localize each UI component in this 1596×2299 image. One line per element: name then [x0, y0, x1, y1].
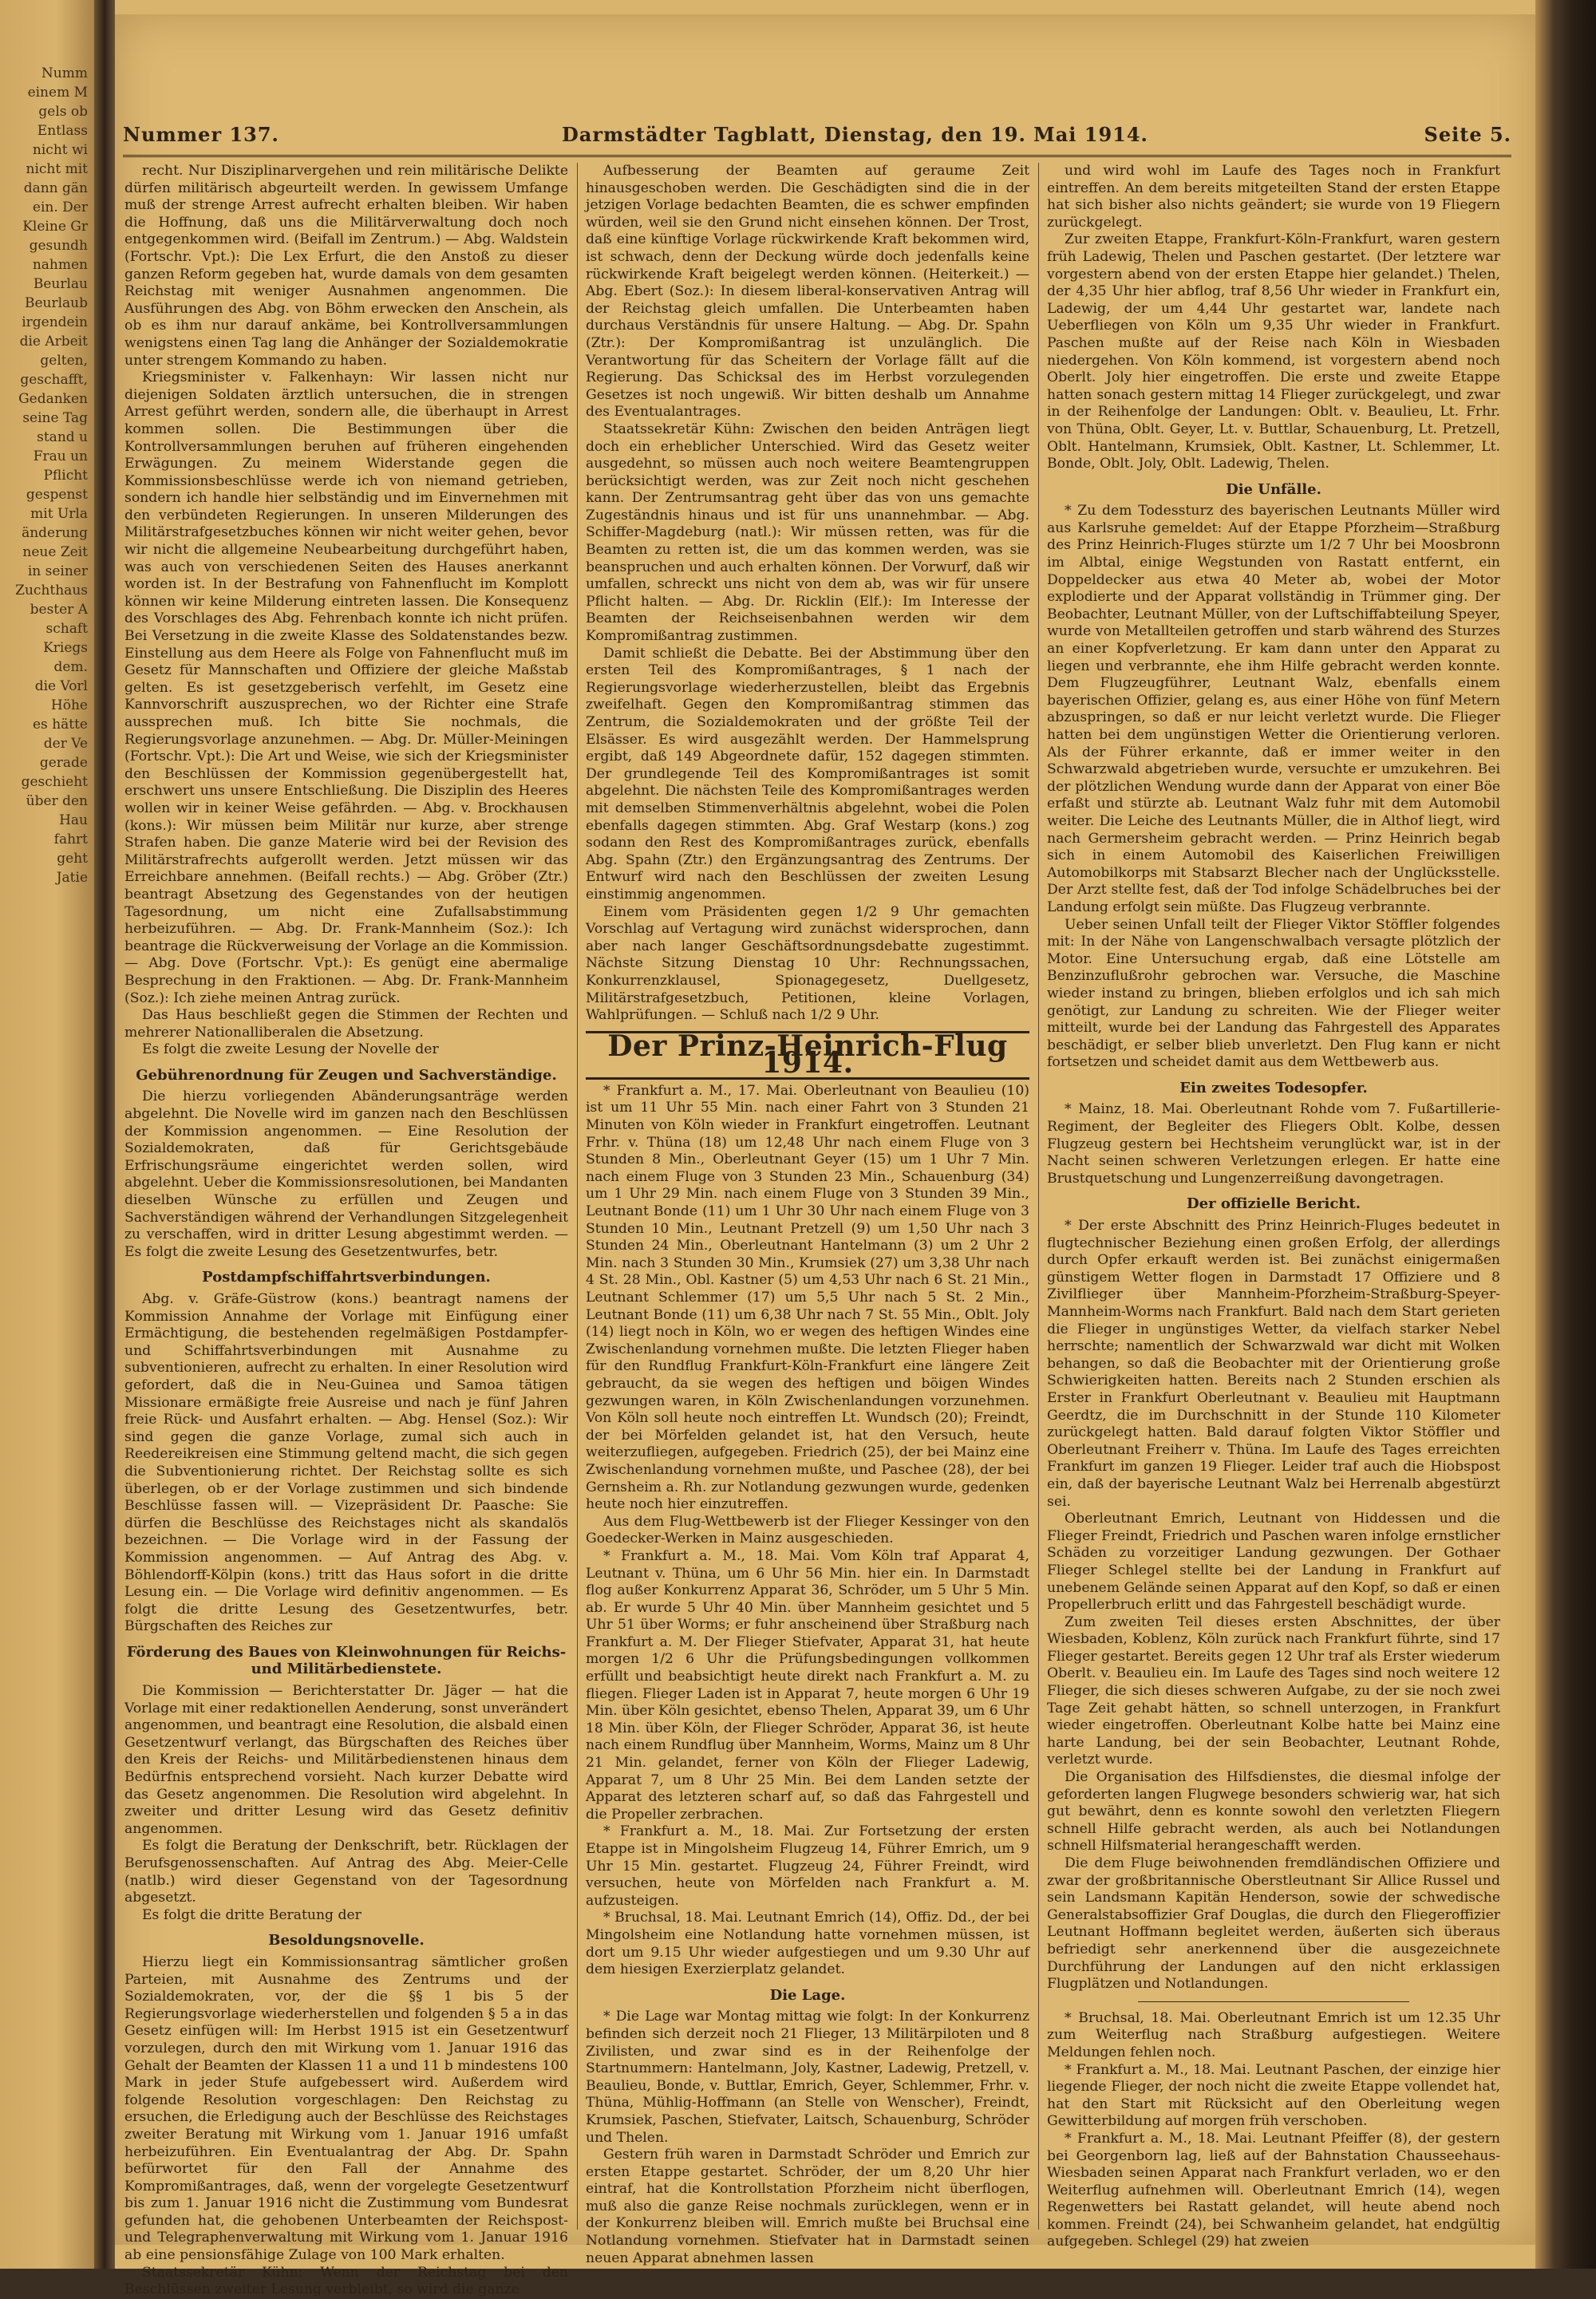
fragment-text: Hau — [59, 812, 88, 828]
section-heading: Besoldungsnovelle. — [268, 1932, 425, 1949]
fragment-text: nahmen — [32, 257, 88, 273]
fragment-text: gerade — [39, 755, 88, 771]
paragraph: * Mainz, 18. Mai. Oberleutnant Rohde vom 7. Fußartillerie-Regiment, der Begleiter des Fliegers Oblt. Kolbe, dessen Flugzeug gestern bei Hechtsheim verunglückt war, ist in der Nacht seinen schweren Verletzungen erlegen. Er hatte eine Brustquetschung und Lungenzerreißung davongetragen. — [1047, 1101, 1500, 1187]
column-3 — [1047, 163, 1500, 2250]
paragraph: * Frankfurt a. M., 18. Mai. Leutnant Pfeiffer (8), der gestern bei Georgenborn lag, ließ auf der Bahnstation Chausseehaus-Wiesbaden seinen Apparat nach Frankfurt verladen, wo er den Weiterflug aufnehmen will. Oberleutnant Emrich (14), wegen Regenwetters bei Rastatt gelandet, will heute abend noch kommen. Freindt (24), bei Schwanheim gelandet, hat endgültig aufgegeben. Schlegel (29) hat zweien — [1047, 2130, 1500, 2250]
paragraph: Kriegsminister v. Falkenhayn: Wir lassen nicht nur diejenigen Soldaten ärztlich untersuchen, die in strengen Arrest geführt werden, sondern alle, die überhaupt in Arrest kommen sollen. Die Bestimmungen über die Kontrollversammlungen beruhen auf früheren eingehenden Erwägungen. Zu meinem Widerstande gegen die Kommissionsbeschlüsse werde ich von niemand getrieben, sondern ich handle hier selbständig und im Einvernehmen mit den verbündeten Regierungen. In unseren Milderungen des Militärstrafgesetzbuches können wir nicht weiter gehen, bevor wir nicht die allgemeine Neubearbeitung durchgeführt haben, was auch von verschiedenen Seiten des Hauses anerkannt worden ist. In der Bestrafung von Fahnenflucht im Komplott können wir keine Milderung eintreten lassen. Die Konsequenz des Vorschlages des Abg. Fehrenbach konnte ich nicht prüfen. Bei Versetzung in die zweite Klasse des Soldatenstandes bezw. Einstellung aus dem Heere als Folge von Fahnenflucht muß im Gesetz für Mannschaften und Offiziere der gleiche Maßstab gelten. Es ist gesetzgeberisch verfehlt, im Gesetz eine Kannvorschrift auszusprechen, wo der Richter eine Strafe aussprechen muß. Ich bitte Sie nochmals, die Regierungsvorlage anzunehmen. — Abg. Dr. Müller-Meiningen (Fortschr. Vpt.): Die Art und Weise, wie sich der Kriegsminister den Beschlüssen der Kommission gegenübergestellt hat, erschwert uns unsere Entschließung. Die Disziplin des Heeres wollen wir in keiner Weise gefährden. — Abg. v. Brockhausen (kons.): Wir müssen beim Militär nur kurze, aber strenge Strafen haben. Die ganze Materie wird bei der Revision des Militärstrafrechts aufgerollt werden. Jetzt müssen wir das Erreichbare annehmen. (Beifall rechts.) — Abg. Gröber (Ztr.) beantragt Absetzung des Gegenstandes von der heutigen Tagesordnung, um nicht eine Zufallsabstimmung herbeizuführen. — Abg. Dr. Frank-Mannheim (Soz.): Ich beantrage die Rückverweisung der Vorlage an die Kommission. — Abg. Dove (Fortschr. Vpt.): Es genügt eine abermalige Besprechung in den Fraktionen. — Abg. Dr. Frank-Mannheim (Soz.): Ich ziehe meinen Antrag zurück. — [124, 369, 568, 1006]
fragment-text: gelten, — [40, 353, 88, 369]
fragment-text: die Arbeit — [19, 334, 88, 350]
column-rule — [577, 163, 578, 2230]
fragment-text: dann gän — [23, 180, 88, 196]
fragment-text: Gedanken — [18, 391, 88, 407]
fragment-text: schaft — [45, 621, 88, 637]
column-2 — [586, 163, 1029, 2266]
paragraph: * Frankfurt a. M., 18. Mai. Leutnant Paschen, der einzige hier liegende Flieger, der noch nicht die zweite Etappe vollendet hat, hat den Start mit Rücksicht auf den Oberleitung wegen Gewitterbildung auf morgen früh verschoben. — [1047, 2061, 1500, 2130]
fragment-text: Kriegs — [43, 640, 88, 656]
section-heading: Die Lage. — [769, 1986, 846, 2004]
paragraph: Die hierzu vorliegenden Abänderungsanträge werden abgelehnt. Die Novelle wird im ganzen nach den Beschlüssen der Kommission angenommen. — Eine Resolution der Sozialdemokraten, daß für Gerichtsgebäude Erfrischungsräume eingerichtet werden sollen, wird abgelehnt. Ueber die Kommissionsresolutionen, bei Mandanten dieselben Wünsche zu erfüllen und Zeugen und Sachverständigen während der Verhandlungen Sitzgelegenheit zu verschaffen, wird in dritter Lesung abgestimmt werden. — Es folgt die zweite Lesung des Gesetzentwurfes, betr. — [124, 1088, 568, 1260]
fragment-text: nicht wi — [32, 142, 88, 158]
fragment-text: Jatie — [56, 870, 88, 886]
paragraph: * Frankfurt a. M., 18. Mai. Vom Köln traf Apparat 4, Leutnant v. Thüna, um 6 Uhr 56 Min. hier ein. In Darmstadt flog außer Konkurrenz Apparat 36, Schröder, um 5 Uhr 5 Min. ab. Er wurde 5 Uhr 40 Min. über Mannheim gesichtet und 5 Uhr 51 über Worms; er fuhr anscheinend über Straßburg nach Frankfurt a. M. Der Flieger Stiefvater, Apparat 31, hat heute morgen 1/2 6 Uhr die Prüfungsbedingungen vollkommen erfüllt und beabsichtigt heute direkt nach Frankfurt a. M. zu fliegen. Flieger Laden ist in Apparat 7, heute morgen 6 Uhr 19 Min. über Köln gesichtet, ebenso Thelen, Apparat 39, um 6 Uhr 18 Min. über Köln, der Flieger Schröder, Apparat 36, ist heute nach einem Rundflug über Mannheim, Worms, Mainz um 8 Uhr 21 Min. gelandet, ferner von Köln der Flieger Ladewig, Apparat 7, um 8 Uhr 25 Min. Bei dem Landen setzte der Apparat des letzteren scharf auf, so daß das Fahrgestell und die Propeller zerbrachen. — [586, 1547, 1029, 1823]
fragment-text: geschafft, — [20, 372, 88, 388]
fragment-text: der Ve — [43, 736, 88, 752]
issue-number: Nummer 137. — [123, 123, 279, 146]
fragment-text: geht — [57, 851, 88, 867]
fragment-text: gesundh — [29, 238, 88, 254]
fragment-text: Höhe — [50, 697, 88, 713]
paragraph: * Bruchsal, 18. Mai. Oberleutnant Emrich ist um 12.35 Uhr zum Weiterflug nach Straßburg aufgestiegen. Weitere Meldungen fehlen noch. — [1047, 2009, 1500, 2060]
fragment-text: Entlass — [37, 123, 88, 139]
section-heading: Gebührenordnung für Zeugen und Sachverständige. — [136, 1066, 557, 1084]
paragraph: Es folgt die Beratung der Denkschrift, betr. Rücklagen der Berufsgenossenschaften. Auf Antrag des Abg. Meier-Celle (natlb.) wird dieser Gegenstand von der Tagesordnung abgesetzt. — [124, 1838, 568, 1906]
paragraph: * Bruchsal, 18. Mai. Leutnant Emrich (14), Offiz. Dd., der bei Mingolsheim eine Notlandung hatte vornehmen müssen, ist dort um 9.15 Uhr wieder aufgestiegen und um 9.30 Uhr auf dem hiesigen Exerzierplatz gelandet. — [586, 1910, 1029, 1978]
fragment-text: über den — [26, 793, 88, 809]
fragment-text: die Vorl — [34, 678, 88, 694]
paragraph: Oberleutnant Emrich, Leutnant von Hiddessen und die Flieger Freindt, Friedrich und Paschen waren infolge ernstlicher Schäden zu vorzeitiger Landung gezwungen. Der Gothaer Flieger Schlegel stellte bei der Landung in Frankfurt auf unebenem Gelände seinen Apparat auf den Kopf, so daß er einen Propellerbruch erlitt und das Fahrgestell beschädigt wurde. — [1047, 1511, 1500, 1614]
paragraph: recht. Nur Disziplinarvergehen und rein militärische Delikte dürfen militärisch abgeurteilt werden. In gewissem Umfange muß der strenge Arrest aufrecht erhalten bleiben. Wir haben die Hoffnung, daß uns die Militärverwaltung doch noch entgegenkommen wird. (Beifall im Zentrum.) — Abg. Waldstein (Fortschr. Vpt.): Die Lex Erfurt, die den Anstoß zu dieser ganzen Reform gegeben hat, wurde damals von dem gesamten Reichstag mit weniger Ausnahmen angenommen. Die Ausführungen des Abg. von Böhm erwecken den Anschein, als ob es ihm nur darauf ankäme, bei Kontrollversammlungen wenigstens einen Tag lang die Anhänger der Sozialdemokratie unter strengem Kommando zu haben. — [124, 163, 568, 369]
fragment-text: gels ob — [38, 104, 88, 120]
section-heading: Die Unfälle. — [1226, 480, 1321, 498]
section-heading: Postdampfschiffahrtsverbindungen. — [202, 1269, 491, 1286]
paragraph: Die dem Fluge beiwohnenden fremdländischen Offiziere und zwar der großbritannische Oberstleutnant Sir Allice Russel und sein Landsmann Kapitän Henderson, sowie der schwedische Generalstabsoffizier Graf Douglas, die durch den Fliegeroffizier Leutnant Hoffmann begleitet werden, äußerten sich überaus befriedigt sehr anerkennend über die ausgezeichnete Durchführung der Landungen auf den nicht erklassigen Flugplätzen und Notlandungen. — [1047, 1855, 1500, 1993]
fragment-text: einem M — [27, 85, 88, 101]
fragment-text: nicht mit — [26, 161, 88, 177]
fragment-text: änderung — [22, 525, 88, 541]
paragraph: Abg. v. Gräfe-Güstrow (kons.) beantragt namens der Kommission Annahme der Vorlage mit Einfügung einer Ermächtigung, die bestehenden regelmäßigen Postdampfer- und Schiffahrtsverbindungen mit Ausnahme zu subventionieren, aufrecht zu erhalten. In einer Resolution wird gefordert, daß die in Neu-Guinea und Samoa tätigen Missionare ermäßigte freie Ausreise und nach je fünf Jahren freie Rück- und Ausfahrt erhalten. — Abg. Hensel (Soz.): Wir sind gegen die ganze Vorlage, zumal sich auch in Reedereikreisen eine Stimmung geltend macht, die sich gegen die Subventionierung richtet. Der Reichstag sollte es sich überlegen, ob er der Vorlage zustimmen und sich bindende Beschlüsse fassen will. — Vizepräsident Dr. Paasche: Sie dürfen die Beschlüsse des Reichstages nicht als skandalös bezeichnen. — Die Vorlage wird in der Fassung der Kommission angenommen. — Auf Antrag des Abg. v. Böhlendorff-Kölpin (kons.) tritt das Haus sofort in die dritte Lesung ein. — Die Vorlage wird definitiv angenommen. — Es folgt die dritte Lesung des Gesetzentwurfes, betr. Bürgschaften des Reiches zur — [124, 1291, 568, 1635]
paragraph: Einem vom Präsidenten gegen 1/2 9 Uhr gemachten Vorschlag auf Vertagung wird zunächst widersprochen, dann aber nach langer Geschäftsordnungsdebatte zugestimmt. Nächste Sitzung Dienstag 10 Uhr: Rechnungssachen, Konkurrenzklausel, Spionagegesetz, Duellgesetz, Militärstrafgesetzbuch, Petitionen, kleine Vorlagen, Wahlprüfungen. — Schluß nach 1/2 9 Uhr. — [586, 903, 1029, 1024]
section-heading: Ein zweites Todesopfer. — [1179, 1079, 1368, 1096]
fragment-text: seine Tag — [22, 410, 88, 426]
section-heading: Förderung des Baues von Kleinwohnungen für Reichs- und Militärbedienstete. — [126, 1643, 567, 1678]
paragraph: Gestern früh waren in Darmstadt Schröder und Emrich zur ersten Etappe gestartet. Schröder, der um 8,20 Uhr hier eintraf, hat die Kontrollstation Pforzheim nicht überflogen, muß also die ganze Reise nochmals zurücklegen, wenn er in der Konkurrenz bleiben will. Emrich mußte bei Bruchsal eine Notlandung vornehmen. Stiefvater hat in Darmstadt seinen neuen Apparat abnehmen lassen — [586, 2147, 1029, 2266]
fragment-text: Numm — [41, 65, 88, 81]
page-header — [123, 120, 1511, 157]
fragment-text: gespenst — [26, 487, 88, 503]
newspaper-page — [115, 14, 1535, 2298]
fragment-text: dem. — [53, 659, 88, 675]
paragraph: * Der erste Abschnitt des Prinz Heinrich-Fluges bedeutet in flugtechnischer Beziehung einen großen Erfolg, der allerdings durch Opfer erkauft werden ist. Bei zunächst einigermaßen günstigem Wetter flogen in Darmstadt 17 Offiziere und 8 Zivilflieger über Mannheim-Pforzheim-Straßburg-Speyer-Mannheim-Worms nach Frankfurt. Bald nach dem Start gerieten die Flieger in ungünstiges Wetter, da vielfach starker Nebel herrschte; namentlich der Schwarzwald war dicht mit Wolken behangen, so daß die Beobachter mit der Orientierung große Schwierigkeiten hatten. Bereits nach 2 Stunden erschien als Erster in Frankfurt Oberleutnant v. Beaulieu mit Hauptmann Geerdtz, die im Durchschnitt in der Stunde 110 Kilometer zurückgelegt hatten. Bald darauf folgten Viktor Stöffler und Oberleutnant Freiherr v. Thüna. Im Laufe des Tages erreichten Frankfurt im ganzen 19 Flieger. Leider traf auch die Hiobspost ein, daß der bayerische Leutnant Walz bei Herrenalb abgestürzt sei. — [1047, 1218, 1500, 1510]
column-rule — [1038, 163, 1039, 2230]
article-headline: Der Prinz-Heinrich-Flug 1914. — [586, 1031, 1029, 1080]
paragraph: und wird wohl im Laufe des Tages noch in Frankfurt eintreffen. An dem bereits mitgeteilten Stand der ersten Etappe hat sich bisher also nichts geändert; sie wurde von 19 Fliegern zurückgelegt. — [1047, 163, 1500, 231]
paragraph: * Frankfurt a. M., 18. Mai. Zur Fortsetzung der ersten Etappe ist in Mingolsheim Flugzeug 14, Führer Emrich, um 9 Uhr 15 Min. gestartet. Flugzeug 24, Führer Freindt, wird versuchen, heute von Mörfelden nach Frankfurt a. M. aufzusteigen. — [586, 1823, 1029, 1909]
fragment-text: mit Urla — [30, 506, 88, 522]
separator-rule — [1138, 2001, 1410, 2002]
paragraph: Staatssekretär Kühn: Wenn der Reichstag bei den Beschlüssen zweiter Lesung verbleibt, so wird die ganze — [124, 2264, 568, 2298]
paragraph: Aus dem Flug-Wettbewerb ist der Flieger Kessinger von den Goedecker-Werken in Mainz ausgeschieden. — [586, 1513, 1029, 1547]
fragment-text: stand u — [37, 429, 88, 445]
column-1 — [124, 163, 568, 2298]
paragraph: Zum zweiten Teil dieses ersten Abschnittes, der über Wiesbaden, Koblenz, Köln zurück nach Frankfurt führte, sind 17 Flieger gestartet. Bereits gegen 12 Uhr traf als Erster wiederum Oberlt. v. Beaulieu ein. Im Laufe des Tages sind noch weitere 12 Flieger, die sich dieses schweren Aufgabe, zu der sie noch zwei Tage Zeit gehabt hätten, so schnell unterzogen, in Frankfurt wieder eingetroffen. Oberleutnant Kolbe hatte bei Mainz eine harte Landung, bei der sein Beobachter, Leutnant Rohde, verletzt wurde. — [1047, 1614, 1500, 1768]
fragment-text: Beurlau — [33, 276, 88, 292]
fragment-text: Zuchthaus — [15, 583, 88, 598]
book-edge — [1535, 0, 1596, 2269]
paragraph: Es folgt die dritte Beratung der — [142, 1906, 361, 1923]
fragment-text: es hätte — [33, 717, 88, 733]
binding-gutter — [94, 0, 115, 2269]
fragment-text: ein. Der — [32, 199, 88, 215]
paragraph: * Zu dem Todessturz des bayerischen Leutnants Müller wird aus Karlsruhe gemeldet: Auf der Etappe Pforzheim—Straßburg des Prinz Heinrich-Fluges stürzte um 1/2 7 Uhr bei Moosbronn im Albtal, einige Wegstunden von Rastatt entfernt, ein Doppeldecker aus etwa 40 Meter ab, wobei der Motor explodierte und der Apparat vollständig in Trümmer ging. Der Beobachter, Leutnant Müller, von der Luftschiffabteilung Speyer, wurde von Metallteilen getroffen und starb während des Sturzes an einer Kopfverletzung. Er kam dann unter den Apparat zu liegen und verbrannte, ehe ihm Hilfe gebracht werden konnte. Dem Flugzeugführer, Leutnant Walz, ebenfalls einem bayerischen Offizier, gelang es, aus einer Höhe von fünf Metern abzuspringen, so daß er nur leicht verletzt wurde. Die Flieger hatten bei dem ungünstigen Wetter die Orientierung verloren. Als der Führer erkannte, daß er immer weiter in den Schwarzwald abgetrieben wurde, versuchte er umzukehren. Bei der plötzlichen Wendung wurde dann der Apparat von einer Böe erfaßt und stürzte ab. Leutnant Walz fuhr mit dem Automobil weiter. Die Leiche des Leutnants Müller, die in Althof liegt, wird nach Germersheim gebracht werden. — Prinz Heinrich begab sich in einem Automobil des Kaiserlichen Freiwilligen Automobilkorps mit Stabsarzt Blecher nach der Unglücksstelle. Der Arzt stellte fest, daß der Tod infolge Schädelbruches bei der Landung erfolgt sein müßte. Das Flugzeug verbrannte. — [1047, 503, 1500, 915]
paragraph: Es folgt die zweite Lesung der Novelle der — [142, 1041, 439, 1058]
newspaper-title-date: Darmstädter Tagblatt, Dienstag, den 19. Mai 1914. — [562, 123, 1148, 146]
paragraph: Aufbesserung der Beamten auf geraume Zeit hinausgeschoben werden. Die Geschädigten sind die in der jetzigen Vorlage bedachten Beamten, die es schwer empfinden würden, weil sie den Grund nicht einsehen können. Der Trost, daß eine künftige Vorlage rückwirkende Kraft bekommen wird, ist schwach, denn der Deckung würde doch jedenfalls keine rückwirkende Kraft beigelegt werden können. (Heiterkeit.) — Abg. Ebert (Soz.): In diesem liberal-konservativen Antrag will der Reichstag gleich umfallen. Die Unterbeamten haben durchaus Verständnis für unsere Haltung. — Abg. Dr. Spahn (Ztr.): Der Kompromißantrag ist unzulänglich. Die Verantwortung für das Scheitern der Vorlage fällt auf die Regierung. Das Schicksal des im Herbst vorzulegenden Gesetzes ist noch ungewiß. Wir bitten deshalb um Annahme des Eventualantrages. — [586, 163, 1029, 421]
paragraph: * Frankfurt a. M., 17. Mai. Oberleutnant von Beaulieu (10) ist um 11 Uhr 55 Min. nach einer Fahrt von 3 Stunden 21 Minuten von Köln wieder in Frankfurt eingetroffen. Leutnant Frhr. v. Thüna (18) um 12,48 Uhr nach einem Fluge von 3 Stunden 8 Min., Oberleutnant Geyer (15) um 1 Uhr 7 Min. nach einem Fluge von 3 Stunden 23 Min., Schauenburg (34) um 1 Uhr 29 Min. nach einem Fluge von 3 Stunden 39 Min., Leutnant Bonde (11) um 1 Uhr 30 Uhr nach einem Fluge von 3 Stunden 10 Min., Leutnant Pretzell (9) um 1,50 Uhr nach 3 Stunden 24 Min., Oberleutnant Hantelmann (3) um 2 Uhr 2 Min. nach 3 Stunden 30 Min., Krumsiek (27) um 3,38 Uhr nach 4 St. 28 Min., Obl. Kastner (5) um 4,53 Uhr nach 6 St. 21 Min., Leutnant Schlemmer (17) um 5,5 Uhr nach 5 St. 2 Min., Leutnant Bonde (11) um 6,38 Uhr nach 7 St. 55 Min., Oblt. Joly (14) liegt noch in Köln, wo er wegen des heftigen Windes eine Zwischenlandung vornehmen mußte. Die letzten Flieger haben für den Rundflug Frankfurt-Köln-Frankfurt eine längere Zeit gebraucht, da sie wegen des heftigen und böigen Windes gezwungen waren, in Köln Zwischenlandungen vorzunehmen. Von Köln soll heute noch eintreffen Lt. Wundsch (20); Freindt, der bei Mörfelden gelandet ist, hat den Versuch, heute weiterzufliegen, aufgegeben. Friedrich (25), der bei Mainz eine Zwischenlandung vornehmen mußte, und Paschee (28), der bei Gernsheim a. Rh. zur Notlandung gezwungen wurde, gedenken heute noch hier einzutreffen. — [586, 1082, 1029, 1513]
page-number: Seite 5. — [1424, 123, 1511, 146]
adjacent-page-fragment — [0, 0, 94, 2269]
paragraph: Staatssekretär Kühn: Zwischen den beiden Anträgen liegt doch ein erheblicher Unterschied. Wird das Gesetz weiter ausgedehnt, so müssen auch noch weitere Beamtengruppen berücksichtigt werden, was zur Zeit noch nicht geschehen kann. Der Zentrumsantrag geht über das von uns gemachte Zugeständnis hinaus und ist für uns unannehmbar. — Abg. Schiffer-Magdeburg (natl.): Wir müssen retten, was für die Beamten zu retten ist, die um das kommen werden, was sie beanspruchen und auch erhalten können. Der Vorwurf, daß wir umfallen, schreckt uns nicht von dem ab, was wir für unsere Pflicht halten. — Abg. Dr. Ricklin (Elf.): Im Interesse der Beamten der Reichseisenbahnen werden wir dem Kompromißantrag zustimmen. — [586, 421, 1029, 645]
paragraph: Die Organisation des Hilfsdienstes, die diesmal infolge der geforderten langen Flugwege besonders schwierig war, hat sich gut bewährt, denn es konnte sowohl den verletzten Fliegern schnell Hilfe gebracht werden, als auch bei Notlandungen schnell Hilfsmaterial herangeschafft werden. — [1047, 1769, 1500, 1855]
fragment-text: Beurlaub — [24, 295, 88, 311]
fragment-text: Frau un — [33, 448, 88, 464]
fragment-text: bester A — [30, 602, 88, 618]
fragment-text: geschieht — [21, 774, 88, 790]
fragment-text: fahrt — [53, 832, 88, 847]
paragraph: Ueber seinen Unfall teilt der Flieger Viktor Stöffler folgendes mit: In der Nähe von Langenschwalbach versagte plötzlich der Motor. Eine Untersuchung ergab, daß eine Lötstelle am Benzinzuflußrohr gebrochen war. Versuche, die Maschine wieder instand zu bringen, blieben erfolglos und ich sah mich genötigt, zur Landung zu schreiten. Wie der Flieger weiter mitteilt, wurde bei der Landung das Fahrgestell des Apparates beschädigt, er selber blieb unverletzt. Den Flug kann er nicht fortsetzen und scheidet damit aus dem Wettbewerb aus. — [1047, 916, 1500, 1071]
fragment-text: Kleine Gr — [22, 219, 88, 235]
paragraph: Hierzu liegt ein Kommissionsantrag sämtlicher großen Parteien, mit Ausnahme des Zentrums und der Sozialdemokraten, vor, der die §§ 1 bis 5 der Regierungsvorlage wiederherstellen und folgenden § 5 a in das Gesetz einfügen will: Im Herbst 1915 ist ein Gesetzentwurf vorzulegen, durch den mit Wirkung vom 1. Januar 1916 das Gehalt der Beamten der Klassen 11 a und 11 b mindestens 100 Mark in jeder Stufe aufgebessert wird. Außerdem wird folgende Resolution vorgeschlagen: Den Reichstag zu ersuchen, die Erledigung auch der Beschlüsse des Reichstages zweiter Beratung mit Wirkung vom 1. Januar 1916 umfaßt herbeizuführen. Ein Eventualantrag der Abg. Dr. Spahn befürwortet für den Fall der Annahme des Kompromißantrages, daß, wenn der vorgelegte Gesetzentwurf bis zum 1. Januar 1916 nicht die Zustimmung vom Bundesrat gefunden hat, die gehobenen Unterbeamten der Reichspost- und Telegraphenverwaltung mit Wirkung vom 1. Januar 1916 ab eine pensionsfähige Zulage von 100 Mark erhalten. — [124, 1953, 568, 2264]
fragment-text: irgendein — [22, 314, 88, 330]
section-heading: Der offizielle Bericht. — [1187, 1195, 1361, 1213]
paragraph: Die Kommission — Berichterstatter Dr. Jäger — hat die Vorlage mit einer redaktionellen Aenderung, sonst unverändert angenommen, und beantragt eine Resolution, die alsbald einen Gesetzentwurf verlangt, das Bürgschaften des Reiches über den Kreis der Reichs- und Militärbedienstenen hinaus dem Bedürfnis entsprechend vorsieht. Nach kurzer Debatte wird das Gesetz angenommen. Die Resolution wird abgelehnt. In zweiter und dritter Lesung wird das Gesetz definitiv angenommen. — [124, 1683, 568, 1837]
paragraph: * Die Lage war Montag mittag wie folgt: In der Konkurrenz befinden sich derzeit noch 21 Flieger, 13 Militärpiloten und 8 Zivilisten, und zwar sind es in der Reihenfolge der Startnummern: Hantelmann, Joly, Kastner, Ladewig, Pretzell, v. Beaulieu, Bonde, v. Buttlar, Emrich, Geyer, Schlemmer, Frhr. v. Thüna, Mühlig-Hoffmann (an Stelle von Wenscher), Freindt, Krumsiek, Paschen, Stiefvater, Laitsch, Schauenburg, Schröder und Thelen. — [586, 2009, 1029, 2146]
paragraph: Zur zweiten Etappe, Frankfurt-Köln-Frankfurt, waren gestern früh Ladewig, Thelen und Paschen gestartet. (Der letztere war vorgestern abend von der ersten Etappe hier gelandet.) Thelen, der 4,35 Uhr hier abflog, traf 8,56 Uhr wieder in Frankfurt ein, Ladewig, der um 4,44 Uhr gestartet war, landete nach Ueberfliegen von Köln um 9,35 Uhr wieder in Frankfurt. Paschen mußte auf der Reise nach Köln in Wiesbaden niedergehen. Von Köln kommend, ist vorgestern abend noch Oberlt. Joly hier eingetroffen. Die erste und zweite Etappe hatten sonach gestern mittag 14 Flieger zurückgelegt, und zwar in der Reihenfolge der Landungen: Oblt. v. Beaulieu, Lt. Frhr. von Thüna, Oblt. Geyer, Lt. v. Buttlar, Schauenburg, Lt. Pretzell, Oblt. Hantelmann, Krumsiek, Oblt. Kastner, Lt. Schlemmer, Lt. Bonde, Oblt. Joly, Oblt. Ladewig, Thelen. — [1047, 231, 1500, 472]
fragment-text: neue Zeit — [22, 544, 88, 560]
paragraph: Damit schließt die Debatte. Bei der Abstimmung über den ersten Teil des Kompromißantrages, § 1 nach der Regierungsvorlage wiederherzustellen, bleibt das Ergebnis zweifelhaft. Gegen den Kompromißantrag stimmen das Zentrum, die Sozialdemokraten und der größte Teil der Elsässer. Es wird ausgezählt werden. Der Hammelsprung ergibt, daß 149 Abgeordnete dafür, 152 dagegen stimmten. Der grundlegende Teil des Kompromißantrages ist somit abgelehnt. Die nächsten Teile des Kompromißantrages werden mit demselben Stimmenverhältnis abgelehnt, wobei die Polen ebenfalls dagegen stimmten. Abg. Graf Westarp (kons.) zog sodann den Rest des Kompromißantrages zurück, ebenfalls Abg. Spahn (Ztr.) den Ergänzungsantrag des Zentrums. Der Entwurf wird nach den Beschlüssen der zweiten Lesung einstimmig angenommen. — [586, 645, 1029, 903]
paragraph: Das Haus beschließt gegen die Stimmen der Rechten und mehrerer Nationalliberalen die Absetzung. — [124, 1007, 568, 1041]
fragment-text: Pflicht — [43, 468, 88, 484]
fragment-text: in seiner — [27, 563, 88, 579]
